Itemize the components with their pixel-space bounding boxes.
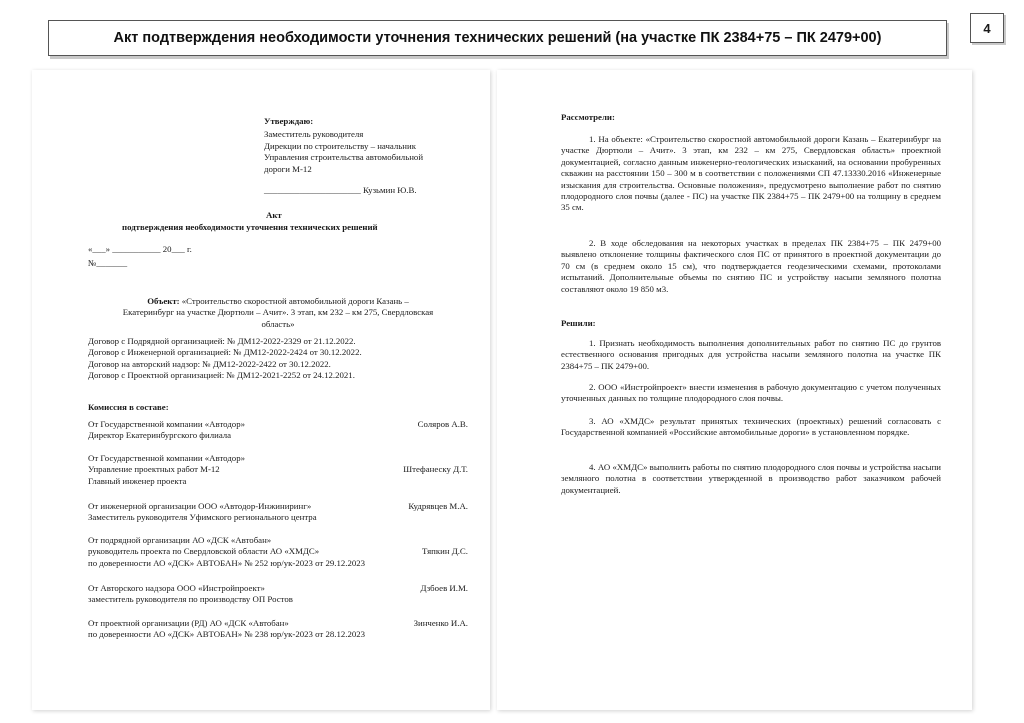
left-document-page [32, 70, 490, 710]
contract-item: Договор с Подрядной организацией: № ДМ12-2022-2329 от 21.12.2022. [88, 336, 356, 346]
contracts-list [88, 336, 362, 382]
decided-item: 1. Признать необходимость выполнения дополнительных работ по снятию ПС до грунтов естественного основания пригодных для устройства насыпи земляного полотна на участке ПК 2384+75 – ПК 2479+00. [561, 338, 941, 371]
slide-title: Акт подтверждения необходимости уточнения технических решений (на участке ПК 2384+75 – ПК 2479+00) [113, 30, 882, 46]
member-name: Зинченко И.А. [413, 618, 468, 628]
member-line: От Государственной компании «Автодор» [88, 453, 246, 463]
contract-item: Договор с Инженерной организацией: № ДМ12-2022-2424 от 30.12.2022. [88, 347, 362, 358]
object-text: область» [261, 318, 295, 329]
member-line: От инженерной организации ООО «Автодор-Инжиниринг» [88, 501, 312, 511]
member-line: От проектной организации (РД) АО «ДСК «Автобан» [88, 618, 289, 628]
contract-item: Договор с Проектной организацией: № ДМ12-2021-2252 от 24.12.2021. [88, 370, 355, 381]
act-subtitle: подтверждения необходимости уточнения технических решений [122, 222, 378, 232]
member-line: по доверенности АО «ДСК» АВТОБАН» № 238 юр/ук-2023 от 28.12.2023 [88, 629, 366, 640]
member-line: по доверенности АО «ДСК» АВТОБАН» № 252 юр/ук-2023 от 29.12.2023 [88, 557, 366, 568]
member-line: Директор Екатеринбургского филиала [88, 430, 232, 441]
date-line: «___» ___________ 20___ г. [88, 244, 192, 254]
member-name: Дзбоев И.М. [420, 583, 468, 593]
reviewed-heading: Рассмотрели: [561, 112, 615, 122]
right-document-page [497, 70, 972, 710]
approve-line: Заместитель руководителя [264, 129, 364, 140]
slide-title-box [48, 20, 947, 56]
act-title: Акт [266, 210, 282, 220]
member-name: Тяпкин Д.С. [422, 546, 468, 556]
object-block [88, 296, 468, 330]
contract-item: Договор на авторский надзор: № ДМ12-2022-2422 от 30.12.2022. [88, 358, 331, 369]
commission-member [88, 453, 468, 489]
member-line: Управление проектных работ М-12 [88, 464, 220, 475]
member-line: От подрядной организации АО «ДСК «Автобан» [88, 535, 272, 545]
member-line: От Государственной компании «Автодор» [88, 419, 246, 429]
member-name: Штефанеску Д.Т. [403, 464, 468, 474]
commission-member [88, 618, 468, 642]
commission-member [88, 583, 468, 607]
member-name: Соляров А.В. [417, 419, 468, 429]
approve-line: дороги М-12 [264, 163, 312, 174]
approve-signature: ______________________ Кузьмин Ю.В. [264, 185, 417, 196]
member-line: заместитель руководителя по производству ОП Ростов [88, 594, 293, 605]
member-line: руководитель проекта по Свердловской области АО «ХМДС» [88, 546, 320, 557]
approve-heading: Утверждаю: [264, 116, 314, 126]
object-text: «Строительство скоростной автомобильной дороги Казань – [181, 296, 409, 306]
decided-item: 2. ООО «Инстройпроект» внести изменения в рабочую документацию с учетом полученных уточненных данных по толщине плодородного слоя почвы. [561, 382, 941, 404]
decided-heading: Решили: [561, 318, 596, 328]
decided-item: 4. АО «ХМДС» выполнить работы по снятию плодородного слоя почвы и устройства насыпи земляного полотна в соответствии утвержденной в производство работ заказчиком рабочей документацией. [561, 462, 941, 495]
member-line: От Авторского надзора ООО «Инстройпроект» [88, 583, 265, 593]
approve-line: Дирекции по строительству – начальник [264, 140, 416, 151]
member-name: Кудрявцев М.А. [408, 501, 468, 511]
decided-item: 3. АО «ХМДС» результат принятых технических (проектных) решений согласовать с Государственной компанией «Российские автомобильные дороги» в установленном порядке. [561, 416, 941, 438]
member-line: Заместитель руководителя Уфимского регионального центра [88, 512, 317, 523]
commission-member [88, 535, 468, 571]
object-label: Объект: [147, 296, 180, 306]
reviewed-item: 1. На объекте: «Строительство скоростной автомобильной дороги Казань – Екатеринбург на участке Дюртюли – Ачит». 3 этап, км 232 – км 275, Свердловская область» проектной документацией, согласно данным инженерно-геологических изысканий, на основании пробуренных скважин на расстоянии 150 – 300 м в соответствии с положениями СП 47.13330.2016 «Инженерные изыскания для строительства. Основные положения», предусмотрено выполнение работ по снятию плодородного слоя почвы (далее - ПС) на участке ПК 2384+75 – ПК 2479+00 на толщину в среднем 35 см. [561, 134, 941, 213]
number-line: №_______ [88, 258, 128, 268]
approve-line: Управления строительства автомобильной [264, 152, 424, 163]
approve-block [264, 116, 423, 196]
object-text: Екатеринбург на участке Дюртюли – Ачит». 3 этап, км 232 – км 275, Свердловская [122, 307, 434, 318]
reviewed-item: 2. В ходе обследования на некоторых участках в пределах ПК 2384+75 – ПК 2479+00 выявлено отклонение толщины фактического слоя ПС от принятого в проектной документации до 70 см (в среднем около 15 см), что подтверждается геодезическими схемами, протоколами испытаний. Дополнительные объемы по снятию ПС и устройству насыпи земляного полотна составляют около 19 850 м3. [561, 238, 941, 294]
commission-member [88, 419, 468, 443]
commission-member [88, 501, 468, 525]
page-number: 4 [970, 13, 1004, 43]
member-line: Главный инженер проекта [88, 475, 187, 486]
commission-heading: Комиссия в составе: [88, 402, 169, 412]
